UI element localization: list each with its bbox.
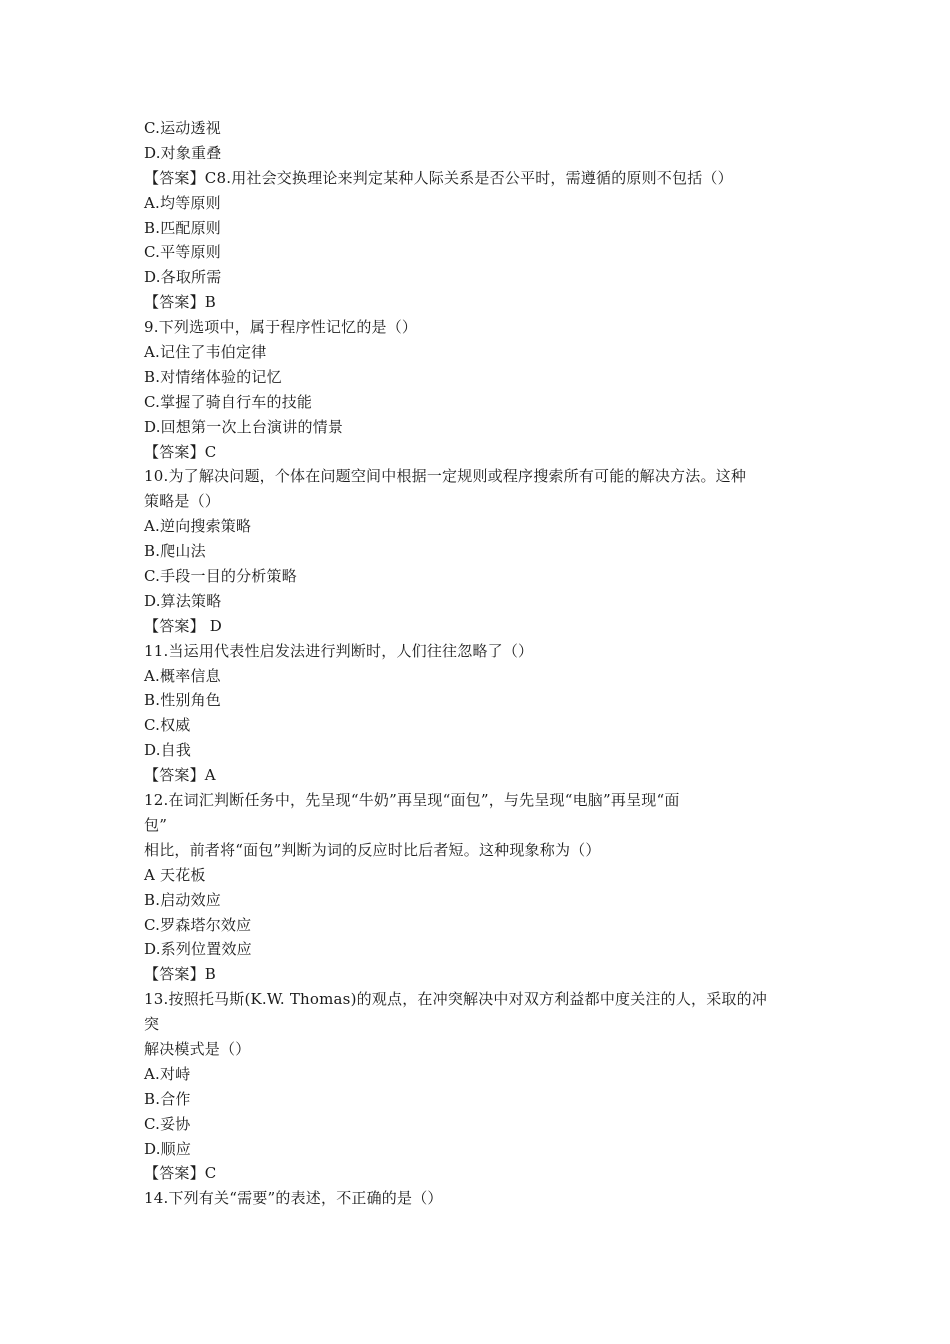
q12-answer: 【答案】B <box>144 965 217 984</box>
q11-option-c: C.权威 <box>144 716 191 735</box>
q11-option-a: A.概率信息 <box>144 666 221 685</box>
question-12-line-2: 包” <box>144 815 168 834</box>
q9-answer: 【答案】C <box>144 442 217 461</box>
q9-option-b: B.对情绪体验的记忆 <box>144 367 282 386</box>
q9-option-a: A.记住了韦伯定律 <box>144 343 267 362</box>
q12-option-a: A 天花板 <box>144 865 206 884</box>
question-13-line-1: 13.按照托马斯(K.W. Thomas)的观点，在冲突解决中对双方利益都中度关注的人，采取的冲 <box>144 990 768 1009</box>
question-13-line-3: 解决模式是（） <box>144 1039 251 1058</box>
q10-option-d: D.算法策略 <box>144 591 222 610</box>
option-c-motion-perspective: C.运动透视 <box>144 119 221 137</box>
q8-option-c: C.平等原则 <box>144 243 221 262</box>
q13-answer: 【答案】C <box>144 1164 217 1183</box>
q11-option-b: B.性别角色 <box>144 691 221 710</box>
document-page <box>144 116 814 1211</box>
q13-option-a: A.对峙 <box>144 1064 191 1083</box>
option-d-object-overlap: D.对象重叠 <box>144 143 222 162</box>
question-14: 14.下列有关“需要”的表述，不正确的是（） <box>144 1189 443 1208</box>
q8-option-b: B.匹配原则 <box>144 218 221 237</box>
question-11: 11.当运用代表性启发法进行判断时，人们往往忽略了（） <box>144 641 534 660</box>
question-12-line-1: 12.在词汇判断任务中，先呈现“牛奶”再呈现“面包”，与先呈现“电脑”再呈现“面 <box>144 791 680 810</box>
q10-option-a: A.逆向搜索策略 <box>144 517 252 536</box>
question-10-line-2: 策略是（） <box>144 492 221 511</box>
question-12-line-3: 相比，前者将“面包”判断为词的反应时比后者短。这种现象称为（） <box>144 840 601 859</box>
q9-option-c: C.掌握了骑自行车的技能 <box>144 392 313 411</box>
q8-option-a: A.均等原则 <box>144 193 221 212</box>
q8-option-d: D.各取所需 <box>144 268 222 287</box>
question-10-line-1: 10.为了解决问题，个体在问题空间中根据一定规则或程序搜索所有可能的解决方法。这种 <box>144 467 747 486</box>
q12-option-b: B.启动效应 <box>144 890 221 909</box>
q10-option-c: C.手段一目的分析策略 <box>144 567 297 586</box>
q8-answer: 【答案】B <box>144 293 217 312</box>
question-13-line-2: 突 <box>144 1015 160 1034</box>
answer-and-question-8: 【答案】C8.用社会交换理论来判定某种人际关系是否公平时，需遵循的原则不包括（） <box>144 168 733 187</box>
q10-answer: 【答案】 D <box>144 616 222 635</box>
q12-option-d: D.系列位置效应 <box>144 940 252 959</box>
q9-option-d: D.回想第一次上台演讲的情景 <box>144 417 344 436</box>
q11-answer: 【答案】A <box>144 766 216 785</box>
q13-option-b: B.合作 <box>144 1089 191 1108</box>
q12-option-c: C.罗森塔尔效应 <box>144 915 252 934</box>
question-9: 9.下列选项中，属于程序性记忆的是（） <box>144 318 418 337</box>
q13-option-d: D.顺应 <box>144 1139 192 1158</box>
q13-option-c: C.妥协 <box>144 1114 191 1133</box>
q11-option-d: D.自我 <box>144 741 192 760</box>
q10-option-b: B.爬山法 <box>144 542 206 561</box>
